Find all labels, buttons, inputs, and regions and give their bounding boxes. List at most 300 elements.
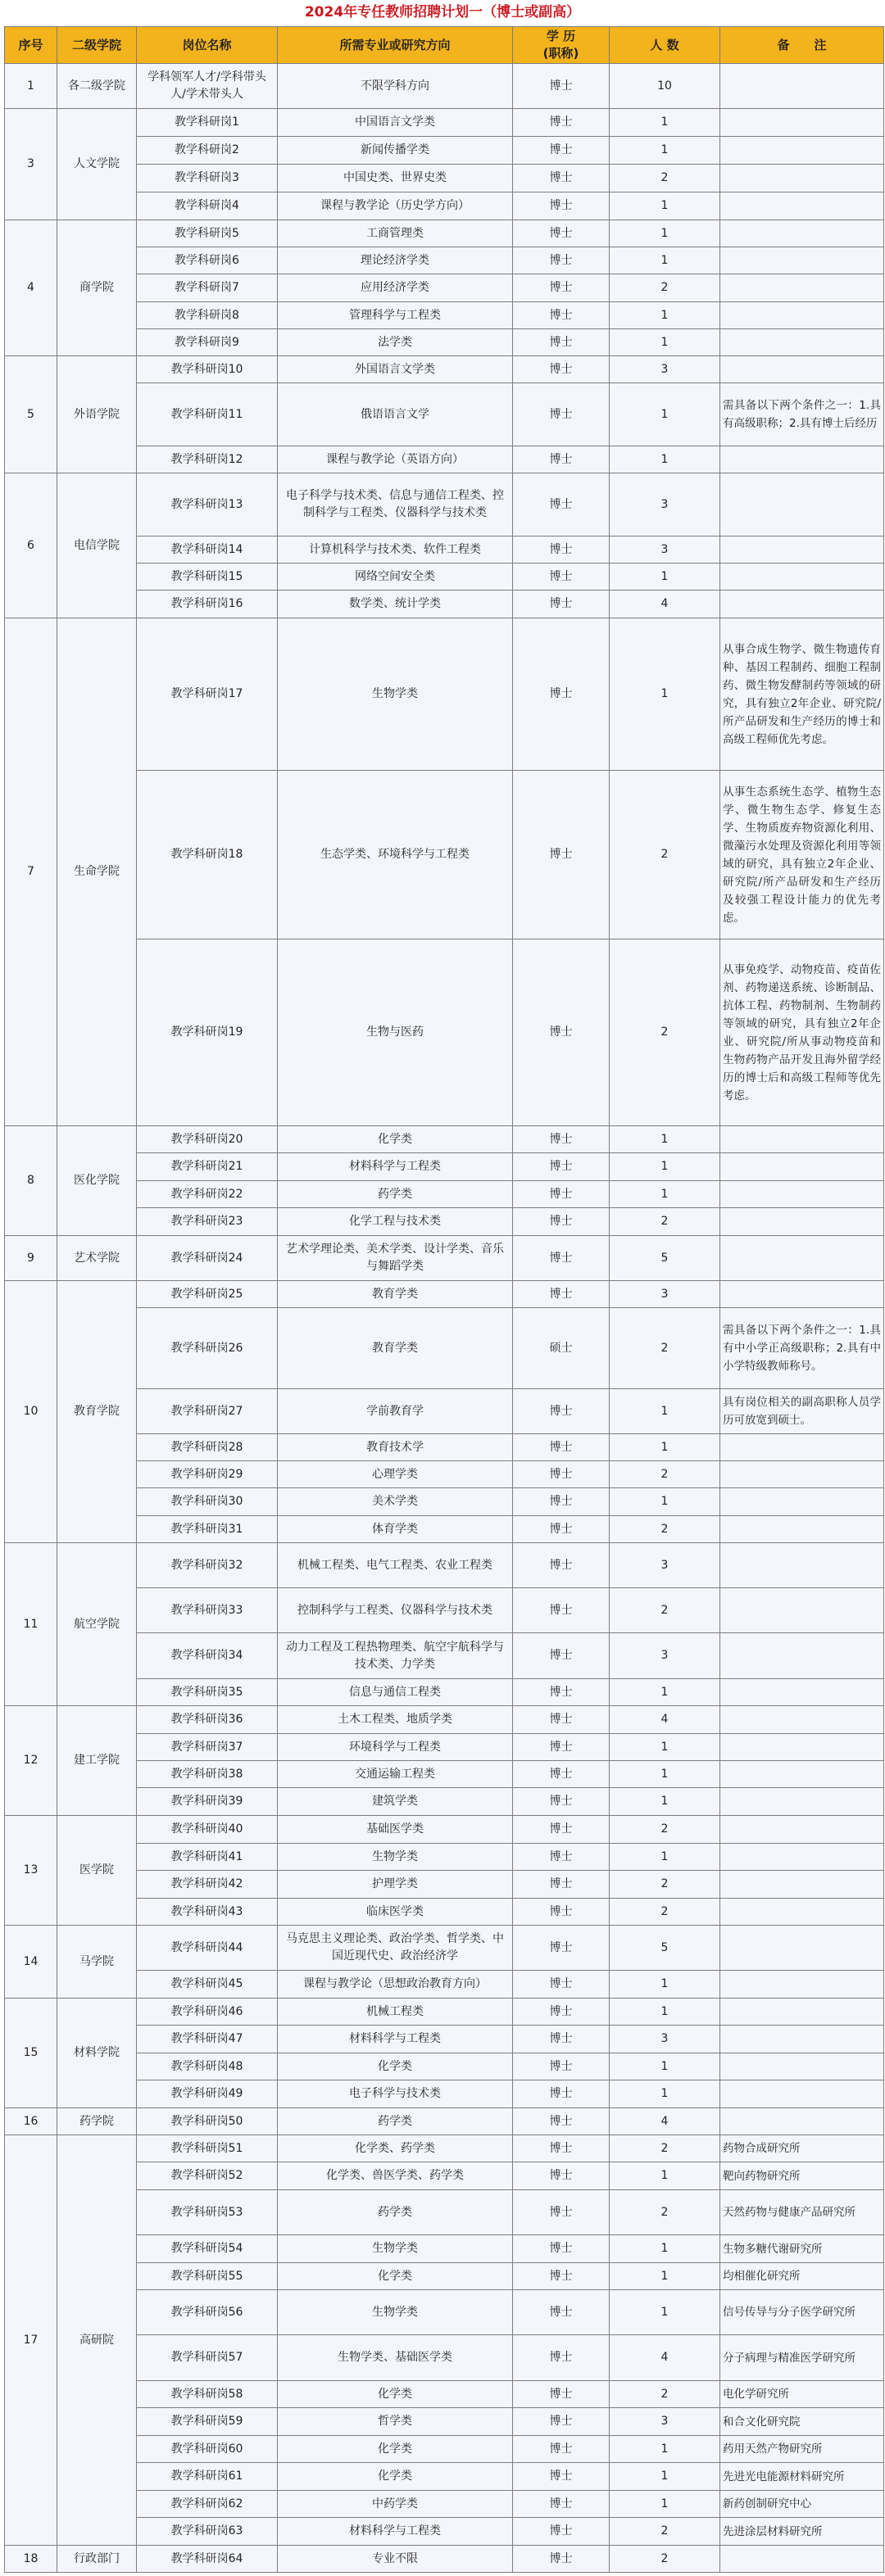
position-cell: 教学科研岗19 xyxy=(137,939,278,1126)
education-cell: 博士 xyxy=(513,1516,610,1543)
group-dept: 外语学院 xyxy=(57,356,137,473)
table-row xyxy=(5,2518,884,2546)
major-cell: 生物与医药 xyxy=(278,939,513,1126)
count-cell: 1 xyxy=(610,1844,720,1871)
note-cell xyxy=(720,1734,884,1761)
note-cell xyxy=(720,2026,884,2053)
position-cell: 教学科研岗49 xyxy=(137,2080,278,2108)
group-index: 9 xyxy=(5,1236,57,1281)
table-body xyxy=(5,64,884,2573)
note-cell xyxy=(720,1844,884,1871)
education-cell: 博士 xyxy=(513,2053,610,2080)
note-cell: 均相催化研究所 xyxy=(720,2263,884,2290)
group-index: 17 xyxy=(5,2135,57,2546)
education-cell: 博士 xyxy=(513,591,610,618)
position-cell: 教学科研岗13 xyxy=(137,473,278,536)
group-dept: 航空学院 xyxy=(57,1543,137,1706)
education-cell: 博士 xyxy=(513,2436,610,2463)
count-cell: 2 xyxy=(610,1816,720,1844)
education-cell: 博士 xyxy=(513,1208,610,1236)
table-row xyxy=(5,1788,884,1816)
position-cell: 教学科研岗41 xyxy=(137,1844,278,1871)
education-cell: 博士 xyxy=(513,2491,610,2518)
major-cell: 化学类 xyxy=(278,2263,513,2290)
group-dept: 医学院 xyxy=(57,1816,137,1926)
education-cell: 博士 xyxy=(513,1588,610,1633)
group-index: 11 xyxy=(5,1543,57,1706)
note-cell xyxy=(720,2108,884,2135)
count-cell: 2 xyxy=(610,2190,720,2235)
note-cell: 药用天然产物研究所 xyxy=(720,2436,884,2463)
count-cell: 2 xyxy=(610,771,720,939)
count-cell: 2 xyxy=(610,2518,720,2546)
table-row xyxy=(5,1706,884,1734)
count-cell: 2 xyxy=(610,939,720,1126)
header-position: 岗位名称 xyxy=(137,27,278,64)
education-cell: 博士 xyxy=(513,1389,610,1434)
position-cell: 教学科研岗47 xyxy=(137,2026,278,2053)
table-row xyxy=(5,137,884,165)
note-cell xyxy=(720,1816,884,1844)
major-cell: 体育学类 xyxy=(278,1516,513,1543)
table-row xyxy=(5,1871,884,1899)
major-cell: 动力工程及工程热物理类、航空宇航科学与技术类、力学类 xyxy=(278,1633,513,1679)
major-cell: 化学类、药学类 xyxy=(278,2135,513,2162)
education-cell: 博士 xyxy=(513,2162,610,2190)
major-cell: 马克思主义理论类、政治学类、哲学类、中国近现代史、政治经济学 xyxy=(278,1926,513,1971)
count-cell: 1 xyxy=(610,446,720,473)
note-cell xyxy=(720,591,884,618)
education-cell: 硕士 xyxy=(513,1308,610,1389)
education-cell: 博士 xyxy=(513,1461,610,1488)
major-cell: 药学类 xyxy=(278,1181,513,1208)
group-dept: 生命学院 xyxy=(57,618,137,1126)
table-row xyxy=(5,356,884,383)
education-cell: 博士 xyxy=(513,2518,610,2546)
count-cell: 1 xyxy=(610,618,720,771)
major-cell: 课程与教学论（思想政治教育方向） xyxy=(278,1971,513,1999)
education-cell: 博士 xyxy=(513,1871,610,1899)
major-cell: 管理科学与工程类 xyxy=(278,302,513,329)
group-dept: 人文学院 xyxy=(57,109,137,220)
count-cell: 3 xyxy=(610,1281,720,1308)
table-row xyxy=(5,446,884,473)
education-cell: 博士 xyxy=(513,220,610,247)
major-cell: 材料科学与工程类 xyxy=(278,2026,513,2053)
education-cell: 博士 xyxy=(513,1734,610,1761)
education-cell: 博士 xyxy=(513,1488,610,1516)
group-index: 12 xyxy=(5,1706,57,1816)
note-cell xyxy=(720,2546,884,2573)
position-cell: 教学科研岗10 xyxy=(137,356,278,383)
note-cell xyxy=(720,64,884,109)
note-cell xyxy=(720,1181,884,1208)
note-cell xyxy=(720,1236,884,1281)
count-cell: 1 xyxy=(610,2162,720,2190)
note-cell xyxy=(720,1788,884,1816)
group-index: 1 xyxy=(5,64,57,109)
major-cell: 计算机科学与技术类、软件工程类 xyxy=(278,536,513,564)
count-cell: 5 xyxy=(610,1926,720,1971)
major-cell: 机械工程类、电气工程类、农业工程类 xyxy=(278,1543,513,1588)
count-cell: 1 xyxy=(610,1434,720,1461)
table-row xyxy=(5,1926,884,1971)
major-cell: 哲学类 xyxy=(278,2408,513,2436)
education-cell: 博士 xyxy=(513,1844,610,1871)
major-cell: 控制科学与工程类、仪器科学与技术类 xyxy=(278,1588,513,1633)
header-major: 所需专业或研究方向 xyxy=(278,27,513,64)
count-cell: 2 xyxy=(610,1899,720,1926)
table-row xyxy=(5,2335,884,2381)
major-cell: 信息与通信工程类 xyxy=(278,1679,513,1706)
note-cell xyxy=(720,536,884,564)
count-cell: 1 xyxy=(610,1389,720,1434)
major-cell: 生态学类、环境科学与工程类 xyxy=(278,771,513,939)
position-cell: 教学科研岗57 xyxy=(137,2335,278,2381)
note-cell: 具有岗位相关的副高职称人员学历可放宽到硕士。 xyxy=(720,1389,884,1434)
education-cell: 博士 xyxy=(513,939,610,1126)
table-row xyxy=(5,2135,884,2162)
page-title: 2024年专任教师招聘计划一（博士或副高） xyxy=(304,4,581,20)
major-cell: 生物学类 xyxy=(278,1844,513,1871)
count-cell: 1 xyxy=(610,2080,720,2108)
note-cell xyxy=(720,1706,884,1734)
note-cell xyxy=(720,2053,884,2080)
education-cell: 博士 xyxy=(513,1899,610,1926)
education-cell: 博士 xyxy=(513,771,610,939)
position-cell: 教学科研岗46 xyxy=(137,1999,278,2026)
table-row xyxy=(5,1816,884,1844)
position-cell: 教学科研岗50 xyxy=(137,2108,278,2135)
education-cell: 博士 xyxy=(513,1788,610,1816)
position-cell: 教学科研岗40 xyxy=(137,1816,278,1844)
count-cell: 1 xyxy=(610,2053,720,2080)
group-index: 6 xyxy=(5,473,57,618)
note-cell: 需具备以下两个条件之一：1.具有高级职称；2.具有博士后经历 xyxy=(720,383,884,446)
table-row xyxy=(5,591,884,618)
count-cell: 1 xyxy=(610,564,720,591)
group-index: 7 xyxy=(5,618,57,1126)
note-cell xyxy=(720,1488,884,1516)
education-cell: 博士 xyxy=(513,383,610,446)
note-cell xyxy=(720,1543,884,1588)
position-cell: 教学科研岗25 xyxy=(137,1281,278,1308)
major-cell: 专业不限 xyxy=(278,2546,513,2573)
position-cell: 教学科研岗62 xyxy=(137,2491,278,2518)
position-cell: 教学科研岗42 xyxy=(137,1871,278,1899)
education-cell: 博士 xyxy=(513,64,610,109)
note-cell: 先进涂层材料研究所 xyxy=(720,2518,884,2546)
note-cell xyxy=(720,1153,884,1181)
major-cell: 环境科学与工程类 xyxy=(278,1734,513,1761)
table-row xyxy=(5,2108,884,2135)
position-cell: 教学科研岗12 xyxy=(137,446,278,473)
note-cell xyxy=(720,1588,884,1633)
note-cell xyxy=(720,1126,884,1153)
position-cell: 教学科研岗56 xyxy=(137,2290,278,2335)
position-cell: 教学科研岗48 xyxy=(137,2053,278,2080)
education-cell: 博士 xyxy=(513,473,610,536)
education-cell: 博士 xyxy=(513,1633,610,1679)
note-cell xyxy=(720,1926,884,1971)
position-cell: 教学科研岗1 xyxy=(137,109,278,137)
group-index: 15 xyxy=(5,1999,57,2108)
education-cell: 博士 xyxy=(513,247,610,274)
position-cell: 教学科研岗64 xyxy=(137,2546,278,2573)
position-cell: 学科领军人才/学科带头人/学术带头人 xyxy=(137,64,278,109)
group-index: 3 xyxy=(5,109,57,220)
table-row xyxy=(5,2463,884,2491)
count-cell: 2 xyxy=(610,1208,720,1236)
note-cell xyxy=(720,1434,884,1461)
position-cell: 教学科研岗54 xyxy=(137,2235,278,2263)
note-cell: 生物多糖代谢研究所 xyxy=(720,2235,884,2263)
count-cell: 2 xyxy=(610,1308,720,1389)
major-cell: 网络空间安全类 xyxy=(278,564,513,591)
note-cell xyxy=(720,329,884,356)
table-row xyxy=(5,2290,884,2335)
major-cell: 教育学类 xyxy=(278,1308,513,1389)
position-cell: 教学科研岗53 xyxy=(137,2190,278,2235)
major-cell: 教育学类 xyxy=(278,1281,513,1308)
education-cell: 博士 xyxy=(513,2381,610,2408)
table-row xyxy=(5,2263,884,2290)
count-cell: 1 xyxy=(610,1734,720,1761)
education-cell: 博士 xyxy=(513,1236,610,1281)
table-row xyxy=(5,1434,884,1461)
education-cell: 博士 xyxy=(513,329,610,356)
education-cell: 博士 xyxy=(513,1543,610,1588)
note-cell xyxy=(720,446,884,473)
note-cell xyxy=(720,1999,884,2026)
note-cell: 分子病理与精准医学研究所 xyxy=(720,2335,884,2381)
count-cell: 1 xyxy=(610,1788,720,1816)
note-cell xyxy=(720,220,884,247)
count-cell: 3 xyxy=(610,356,720,383)
position-cell: 教学科研岗36 xyxy=(137,1706,278,1734)
count-cell: 1 xyxy=(610,1971,720,1999)
position-cell: 教学科研岗32 xyxy=(137,1543,278,1588)
table-row xyxy=(5,1899,884,1926)
table-row xyxy=(5,1971,884,1999)
education-cell: 博士 xyxy=(513,2026,610,2053)
position-cell: 教学科研岗3 xyxy=(137,165,278,192)
major-cell: 基础医学类 xyxy=(278,1816,513,1844)
count-cell: 2 xyxy=(610,274,720,302)
table-row xyxy=(5,302,884,329)
major-cell: 材料科学与工程类 xyxy=(278,1153,513,1181)
table-row xyxy=(5,2491,884,2518)
major-cell: 化学类 xyxy=(278,2463,513,2491)
table-row xyxy=(5,2162,884,2190)
major-cell: 机械工程类 xyxy=(278,1999,513,2026)
table-row xyxy=(5,1461,884,1488)
count-cell: 1 xyxy=(610,2436,720,2463)
position-cell: 教学科研岗23 xyxy=(137,1208,278,1236)
note-cell xyxy=(720,192,884,220)
major-cell: 电子科学与技术类、信息与通信工程类、控制科学与工程类、仪器科学与技术类 xyxy=(278,473,513,536)
education-cell: 博士 xyxy=(513,2080,610,2108)
count-cell: 1 xyxy=(610,2235,720,2263)
table-row xyxy=(5,220,884,247)
note-cell: 需具备以下两个条件之一：1.具有中小学正高级职称；2.具有中小学特级教师称号。 xyxy=(720,1308,884,1389)
count-cell: 2 xyxy=(610,1588,720,1633)
group-index: 4 xyxy=(5,220,57,356)
count-cell: 3 xyxy=(610,2408,720,2436)
group-dept: 材料学院 xyxy=(57,1999,137,2108)
major-cell: 俄语语言文学 xyxy=(278,383,513,446)
position-cell: 教学科研岗21 xyxy=(137,1153,278,1181)
count-cell: 4 xyxy=(610,2108,720,2135)
education-cell: 博士 xyxy=(513,165,610,192)
position-cell: 教学科研岗20 xyxy=(137,1126,278,1153)
table-row xyxy=(5,1516,884,1543)
table-row xyxy=(5,247,884,274)
table-row xyxy=(5,1679,884,1706)
group-dept: 各二级学院 xyxy=(57,64,137,109)
position-cell: 教学科研岗55 xyxy=(137,2263,278,2290)
note-cell: 从事合成生物学、微生物遗传育种、基因工程制药、细胞工程制药、微生物发酵制药等领域的研究，具有独立2年企业、研究院/所产品研发和生产经历的博士和高级工程师优先考虑。 xyxy=(720,618,884,771)
education-cell: 博士 xyxy=(513,1761,610,1788)
table-row xyxy=(5,192,884,220)
major-cell: 化学类 xyxy=(278,2053,513,2080)
position-cell: 教学科研岗6 xyxy=(137,247,278,274)
table-row xyxy=(5,2235,884,2263)
table-row xyxy=(5,1999,884,2026)
position-cell: 教学科研岗4 xyxy=(137,192,278,220)
major-cell: 心理学类 xyxy=(278,1461,513,1488)
position-cell: 教学科研岗15 xyxy=(137,564,278,591)
note-cell xyxy=(720,274,884,302)
note-cell: 先进光电能源材料研究所 xyxy=(720,2463,884,2491)
position-cell: 教学科研岗61 xyxy=(137,2463,278,2491)
major-cell: 化学类、兽医学类、药学类 xyxy=(278,2162,513,2190)
table-row xyxy=(5,2080,884,2108)
table-row xyxy=(5,771,884,939)
group-dept: 医化学院 xyxy=(57,1126,137,1236)
count-cell: 1 xyxy=(610,109,720,137)
position-cell: 教学科研岗39 xyxy=(137,1788,278,1816)
count-cell: 1 xyxy=(610,1126,720,1153)
count-cell: 1 xyxy=(610,383,720,446)
note-cell xyxy=(720,165,884,192)
table-row xyxy=(5,109,884,137)
note-cell: 从事免疫学、动物疫苗、疫苗佐剂、药物递送系统、诊断制品、抗体工程、药物制剂、生物制药等领域的研究，具有独立2年企业、研究院/所从事动物疫苗和生物药物产品开发且海外留学经历的博士后和高级工程师等优先考虑。 xyxy=(720,939,884,1126)
education-cell: 博士 xyxy=(513,1816,610,1844)
count-cell: 1 xyxy=(610,2463,720,2491)
group-index: 10 xyxy=(5,1281,57,1543)
group-index: 14 xyxy=(5,1926,57,1999)
education-cell: 博士 xyxy=(513,2108,610,2135)
education-cell: 博士 xyxy=(513,2235,610,2263)
major-cell: 法学类 xyxy=(278,329,513,356)
header-index: 序号 xyxy=(5,27,57,64)
major-cell: 艺术学理论类、美术学类、设计学类、音乐与舞蹈学类 xyxy=(278,1236,513,1281)
header-row xyxy=(5,27,884,64)
position-cell: 教学科研岗18 xyxy=(137,771,278,939)
major-cell: 学前教育学 xyxy=(278,1389,513,1434)
major-cell: 美术学类 xyxy=(278,1488,513,1516)
group-dept: 商学院 xyxy=(57,220,137,356)
count-cell: 2 xyxy=(610,165,720,192)
position-cell: 教学科研岗24 xyxy=(137,1236,278,1281)
table-row xyxy=(5,564,884,591)
position-cell: 教学科研岗2 xyxy=(137,137,278,165)
table-row xyxy=(5,1126,884,1153)
major-cell: 土木工程类、地质学类 xyxy=(278,1706,513,1734)
header-dept: 二级学院 xyxy=(57,27,137,64)
education-cell: 博士 xyxy=(513,1971,610,1999)
note-cell xyxy=(720,1208,884,1236)
table-row xyxy=(5,2436,884,2463)
education-cell: 博士 xyxy=(513,356,610,383)
table-row xyxy=(5,536,884,564)
position-cell: 教学科研岗34 xyxy=(137,1633,278,1679)
major-cell: 生物学类 xyxy=(278,2235,513,2263)
count-cell: 2 xyxy=(610,1871,720,1899)
note-cell: 靶向药物研究所 xyxy=(720,2162,884,2190)
table-row xyxy=(5,329,884,356)
position-cell: 教学科研岗37 xyxy=(137,1734,278,1761)
note-cell xyxy=(720,302,884,329)
table-row xyxy=(5,1308,884,1389)
count-cell: 1 xyxy=(610,1181,720,1208)
position-cell: 教学科研岗29 xyxy=(137,1461,278,1488)
table-row xyxy=(5,1543,884,1588)
education-cell: 博士 xyxy=(513,2135,610,2162)
note-cell: 天然药物与健康产品研究所 xyxy=(720,2190,884,2235)
note-cell: 和合文化研究院 xyxy=(720,2408,884,2436)
count-cell: 1 xyxy=(610,2290,720,2335)
note-cell xyxy=(720,1633,884,1679)
major-cell: 课程与教学论（英语方向） xyxy=(278,446,513,473)
education-cell: 博士 xyxy=(513,2263,610,2290)
group-index: 13 xyxy=(5,1816,57,1926)
table-row xyxy=(5,1181,884,1208)
count-cell: 10 xyxy=(610,64,720,109)
count-cell: 1 xyxy=(610,2491,720,2518)
education-cell: 博士 xyxy=(513,2335,610,2381)
position-cell: 教学科研岗9 xyxy=(137,329,278,356)
position-cell: 教学科研岗27 xyxy=(137,1389,278,1434)
note-cell: 信号传导与分子医学研究所 xyxy=(720,2290,884,2335)
education-cell: 博士 xyxy=(513,274,610,302)
note-cell xyxy=(720,1971,884,1999)
major-cell: 中药学类 xyxy=(278,2491,513,2518)
education-cell: 博士 xyxy=(513,192,610,220)
table-row xyxy=(5,1389,884,1434)
major-cell: 化学工程与技术类 xyxy=(278,1208,513,1236)
table-row xyxy=(5,473,884,536)
note-cell xyxy=(720,137,884,165)
note-cell xyxy=(720,109,884,137)
education-cell: 博士 xyxy=(513,2546,610,2573)
position-cell: 教学科研岗7 xyxy=(137,274,278,302)
position-cell: 教学科研岗59 xyxy=(137,2408,278,2436)
group-dept: 高研院 xyxy=(57,2135,137,2546)
education-cell: 博士 xyxy=(513,137,610,165)
group-dept: 行政部门 xyxy=(57,2546,137,2573)
note-cell: 电化学研究所 xyxy=(720,2381,884,2408)
position-cell: 教学科研岗35 xyxy=(137,1679,278,1706)
count-cell: 1 xyxy=(610,247,720,274)
note-cell: 从事生态系统生态学、植物生态学、微生物生态学、修复生态学、生物质废弃物资源化利用、微藻污水处理及资源化利用等领域的研究，具有独立2年企业、研究院/所产品研发和生产经历及较强工程设计能力的优先考虑。 xyxy=(720,771,884,939)
count-cell: 3 xyxy=(610,473,720,536)
major-cell: 中国史类、世界史类 xyxy=(278,165,513,192)
group-dept: 艺术学院 xyxy=(57,1236,137,1281)
education-cell: 博士 xyxy=(513,1181,610,1208)
education-cell: 博士 xyxy=(513,2408,610,2436)
